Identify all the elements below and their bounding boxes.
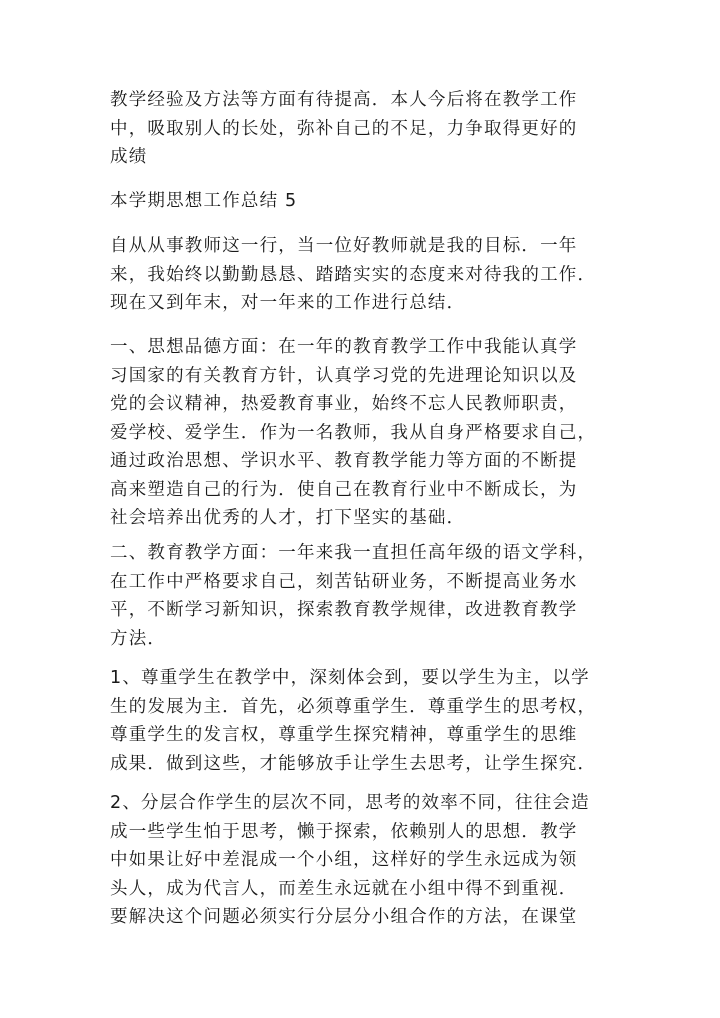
text-line: 生的发展为主．首先，必须尊重学生．尊重学生的思考权，	[110, 696, 597, 717]
paragraph-opening	[110, 232, 610, 318]
heading-text: 本学期思想工作总结 5	[110, 191, 298, 211]
text-line: 社会培养出优秀的人才，打下坚实的基础．	[110, 508, 466, 528]
text-line: 中如果让好中差混成一个小组，这样好的学生永远成为领	[110, 850, 578, 870]
text-line: 中，吸取别人的长处，弥补自己的不足，力争取得更好的	[110, 118, 578, 139]
text-line: 要解决这个问题必须实行分层分小组合作的方法，在课堂	[110, 907, 578, 927]
text-line: 现在又到年末，对一年来的工作进行总结．	[110, 293, 466, 313]
text-line: 成绩	[110, 147, 148, 167]
text-line: 二、教育教学方面：一年来我一直担任高年级的语文学科，	[110, 543, 597, 563]
text-line: 党的会议精神，热爱教育事业，始终不忘人民教师职责，	[110, 394, 578, 414]
section-heading	[110, 187, 610, 216]
text-line: 平，不断学习新知识，探索教育教学规律，改进教育教学	[110, 600, 578, 620]
text-line: 高来塑造自己的行为．使自己在教育行业中不断成长，为	[110, 479, 578, 500]
text-line: 头人，成为代言人，而差生永远就在小组中得不到重视．	[110, 878, 578, 899]
text-line: 习国家的有关教育方针，认真学习党的先进理论知识以及	[110, 365, 578, 386]
text-line: 爱学校、爱学生．作为一名教师，我从自身严格要求自己，	[110, 422, 597, 443]
paragraph-respect-students	[110, 664, 610, 778]
text-line: 成一些学生怕于思考，懒于探索，依赖别人的思想．教学	[110, 821, 578, 842]
text-line: 1、尊重学生在教学中，深刻体会到，要以学生为主，以学	[110, 668, 590, 688]
text-line: 一、思想品德方面：在一年的教育教学工作中我能认真学	[110, 337, 578, 357]
text-line: 2、分层合作学生的层次不同，思考的效率不同，往往会造	[110, 793, 590, 813]
text-line: 在工作中严格要求自己，刻苦钻研业务，不断提高业务水	[110, 571, 578, 592]
text-line: 尊重学生的发言权，尊重学生探究精神，尊重学生的思维	[110, 725, 578, 745]
text-line: 来，我始终以勤勤恳恳、踏踏实实的态度来对待我的工作．	[110, 264, 597, 285]
paragraph-intro-conclusion	[110, 86, 610, 172]
paragraph-tiered-cooperation	[110, 789, 610, 932]
text-line: 教学经验及方法等方面有待提高．本人今后将在教学工作	[110, 90, 578, 110]
text-line: 自从从事教师这一行，当一位好教师就是我的目标．一年	[110, 236, 578, 256]
paragraph-moral-character	[110, 333, 610, 533]
paragraph-teaching	[110, 539, 610, 653]
text-line: 通过政治思想、学识水平、教育教学能力等方面的不断提	[110, 451, 578, 471]
text-line: 成果．做到这些，才能够放手让学生去思考，让学生探究．	[110, 753, 597, 774]
text-line: 方法．	[110, 628, 167, 649]
